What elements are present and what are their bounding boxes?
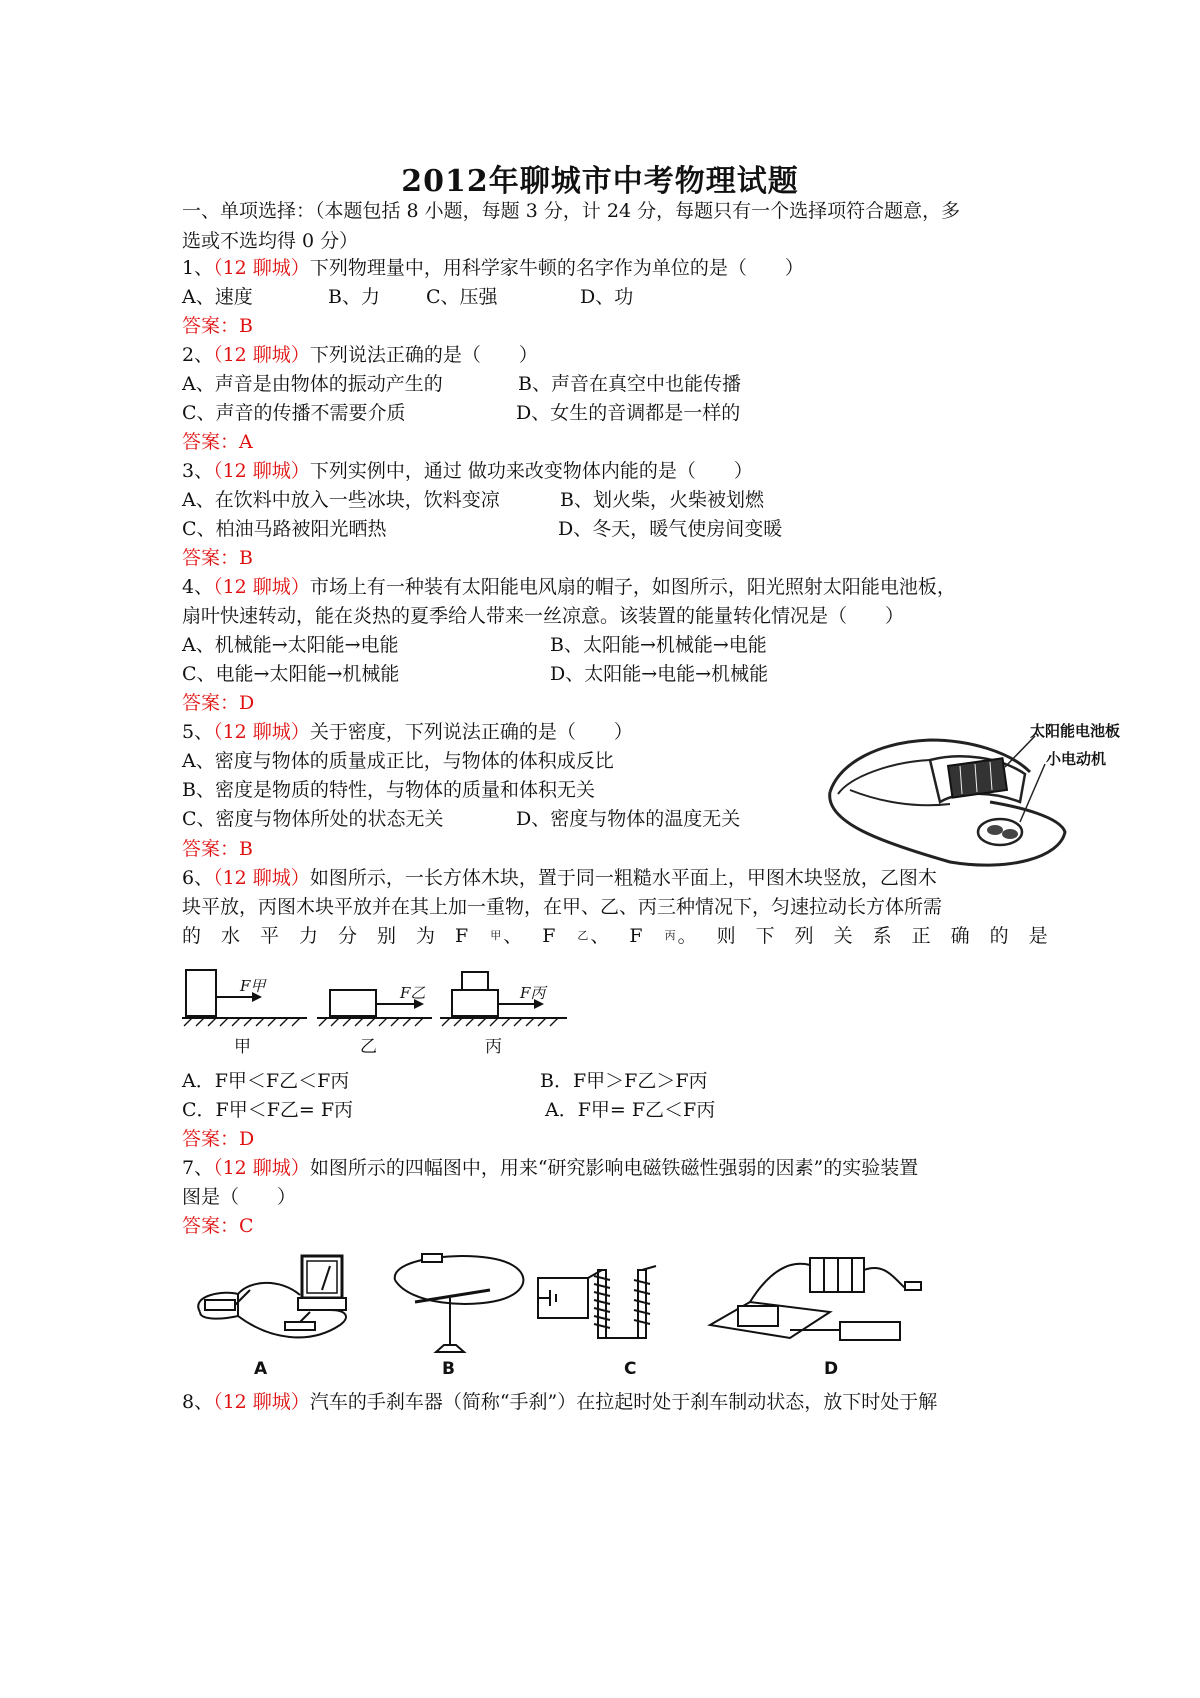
section-instructions-line1: 一、单项选择：（本题包括 8 小题，每题 3 分，计 24 分，每题只有一个选择项符合题意，多 [182,200,961,222]
option: D、女生的音调都是一样的 [516,402,741,424]
section-instructions-line2: 选或不选均得 0 分） [182,230,359,252]
option: A、速度 [182,286,253,308]
electromagnet-experiments-figure [190,1250,990,1380]
option: B、太阳能→机械能→电能 [550,634,767,656]
question-tag: （12 聊城） [213,344,310,366]
option: A、机械能→太阳能→电能 [182,634,399,656]
answer: 答案：B [182,838,253,860]
question-3: 3、（12 聊城）下列实例中，通过 做功来改变物体内能的是（ ） [182,460,753,482]
question-1: 1、（12 聊城）下列物理量中，用科学家牛顿的名字作为单位的是（ ） [182,257,804,279]
question-2: 2、（12 聊城）下列说法正确的是（ ） [182,344,538,366]
question-7: 7、（12 聊城）如图所示的四幅图中，用来“研究影响电磁铁磁性强弱的因素”的实验装置 [182,1157,919,1179]
answer: 答案：D [182,1128,255,1150]
question-7-line2: 图是（ ） [182,1186,297,1208]
option: A、密度与物体的质量成正比，与物体的体积成反比 [182,750,614,772]
figure-label: F乙 [400,984,426,1002]
figure-label: 太阳能电池板 [1030,722,1121,740]
answer: 答案：B [182,547,253,569]
option: C、电能→太阳能→机械能 [182,663,400,685]
option: C、密度与物体所处的状态无关 [182,808,444,830]
question-tag: （12 聊城） [213,867,310,889]
option: B、力 [328,286,380,308]
figure-label: 丙 [485,1037,502,1057]
figure-label: C [624,1359,637,1379]
question-8: 8、（12 聊城）汽车的手刹车器（简称“手刹”）在拉起时处于刹车制动状态，放下时处于解 [182,1391,938,1413]
option: A．F甲= F乙＜F丙 [545,1099,716,1121]
question-tag: （12 聊城） [213,721,310,743]
question-4-line2: 扇叶快速转动，能在炎热的夏季给人带来一丝凉意。该装置的能量转化情况是（ ） [182,605,905,627]
option: D、密度与物体的温度无关 [516,808,741,830]
question-6-line3: 的水平力分别为F 甲 、F 乙 、F 丙 。则下列关系正确的是 [182,925,1068,947]
figure-label: D [824,1359,839,1379]
answer: 答案：C [182,1215,254,1237]
answer: 答案：B [182,315,253,337]
option: B．F甲＞F乙＞F丙 [540,1070,708,1092]
figure-label: B [442,1359,455,1379]
question-tag: （12 聊城） [213,576,310,598]
figure-label: 小电动机 [1046,750,1107,768]
question-5: 5、（12 聊城）关于密度，下列说法正确的是（ ） [182,721,633,743]
answer: 答案：D [182,692,255,714]
question-4: 4、（12 聊城）市场上有一种装有太阳能电风扇的帽子，如图所示，阳光照射太阳能电池板， [182,576,956,598]
question-tag: （12 聊城） [213,1391,310,1413]
option: D、冬天，暖气使房间变暖 [558,518,783,540]
option: C．F甲＜F乙= F丙 [182,1099,354,1121]
option: B、划火柴，火柴被划燃 [560,489,764,511]
question-6: 6、（12 聊城）如图所示，一长方体木块，置于同一粗糙水平面上，甲图木块竖放，乙图木 [182,867,937,889]
question-6-line2: 块平放，丙图木块平放并在其上加一重物，在甲、乙、丙三种情况下，匀速拉动长方体所需 [182,896,943,918]
option: A、在饮料中放入一些冰块，饮料变凉 [182,489,500,511]
option: B、声音在真空中也能传播 [518,373,741,395]
question-tag: （12 聊城） [213,1157,310,1179]
figure-label: F甲 [240,977,266,995]
option: A、声音是由物体的振动产生的 [182,373,443,395]
option: C、声音的传播不需要介质 [182,402,406,424]
figure-label: A [254,1359,268,1379]
option: D、太阳能→电能→机械能 [550,663,769,685]
question-tag: （12 聊城） [213,460,310,482]
option: D、功 [580,286,634,308]
option: A．F甲＜F乙＜F丙 [182,1070,350,1092]
figure-label: F丙 [520,984,546,1002]
option: B、密度是物质的特性，与物体的质量和体积无关 [182,779,595,801]
option: C、柏油马路被阳光晒热 [182,518,387,540]
question-tag: （12 聊城） [213,257,310,279]
wooden-block-figure [182,962,622,1062]
solar-hat-figure [820,722,1121,872]
page-title: 2012年聊城市中考物理试题 [401,164,799,199]
figure-label: 甲 [234,1037,251,1057]
figure-label: 乙 [360,1037,377,1057]
option: C、压强 [426,286,498,308]
answer: 答案：A [182,431,253,453]
